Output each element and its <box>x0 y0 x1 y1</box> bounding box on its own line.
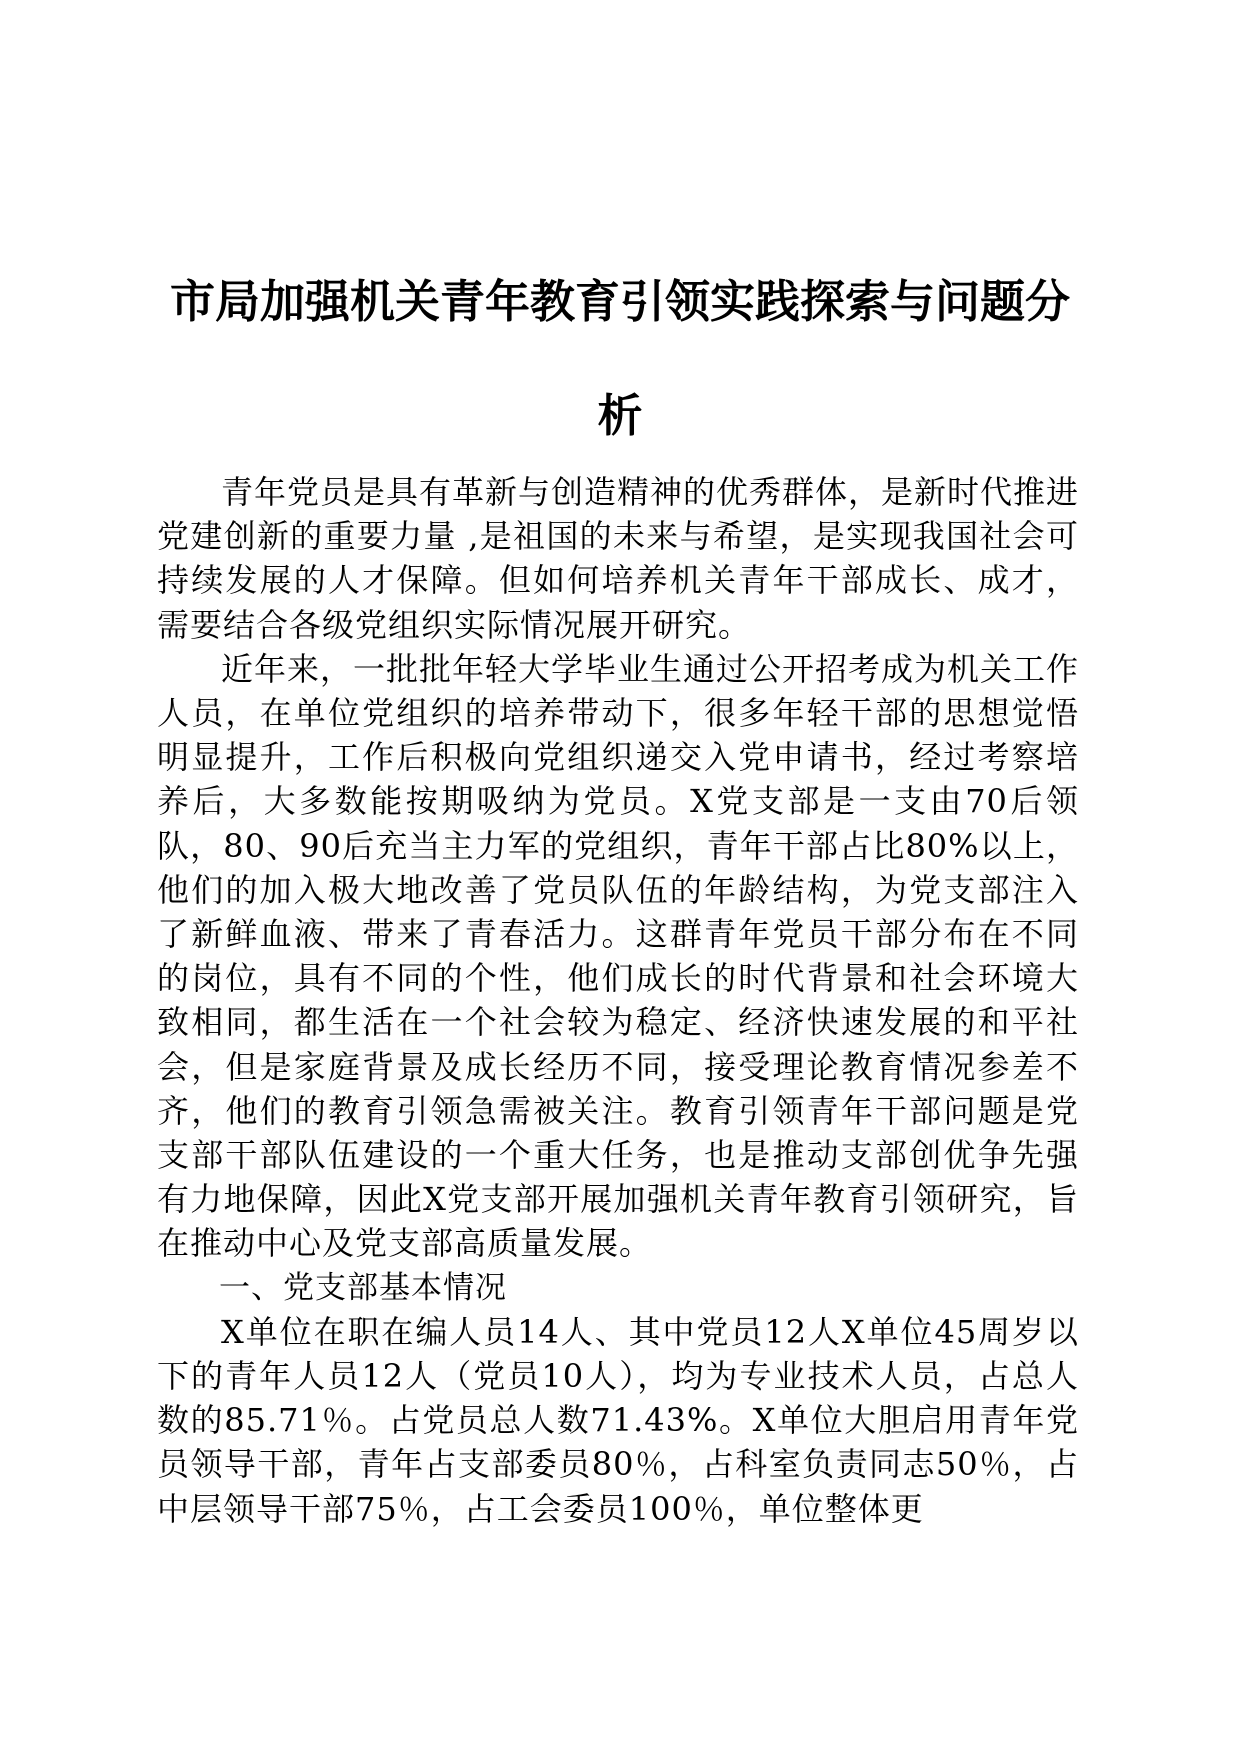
section-paragraph: X单位在职在编人员14人、其中党员12人X单位45周岁以下的青年人员12人（党员10人），均为专业技术人员，占总人数的85.71％。占党员总人数71.43%。X单位大胆启用青年党员领导干部，青年占支部委员80％，占科室负责同志50％，占中层领导干部75％，占工会委员100％，单位整体更 <box>157 1312 1079 1528</box>
section-heading: 一、党支部基本情况 <box>219 1269 507 1306</box>
background-paragraph: 近年来，一批批年轻大学毕业生通过公开招考成为机关工作人员，在单位党组织的培养带动下，很多年轻干部的思想觉悟明显提升，工作后积极向党组织递交入党申请书，经过考察培养后，大多数能按期吸纳为党员。X党支部是一支由70后领队，80、90后充当主力军的党组织，青年干部占比80%以上，他们的加入极大地改善了党员队伍的年龄结构，为党支部注入了新鲜血液、带来了青春活力。这群青年党员干部分布在不同的岗位，具有不同的个性，他们成长的时代背景和社会环境大致相同，都生活在一个社会较为稳定、经济快速发展的和平社会，但是家庭背景及成长经历不同，接受理论教育情况参差不齐，他们的教育引领急需被关注。教育引领青年干部问题是党支部干部队伍建设的一个重大任务，也是推动支部创优争先强有力地保障，因此X党支部开展加强机关青年教育引领研究，旨在推动中心及党支部高质量发展。 <box>157 649 1080 1263</box>
document-body <box>157 470 1079 1531</box>
intro-paragraph: 青年党员是具有革新与创造精神的优秀群体，是新时代推进党建创新的重要力量 ,是祖国的未来与希望，是实现我国社会可持续发展的人才保障。但如何培养机关青年干部成长、成才，需要结合各级党组织实际情况展开研究。 <box>157 473 1080 644</box>
document-title: 市局加强机关青年教育引领实践探索与问题分析 <box>169 275 1070 443</box>
